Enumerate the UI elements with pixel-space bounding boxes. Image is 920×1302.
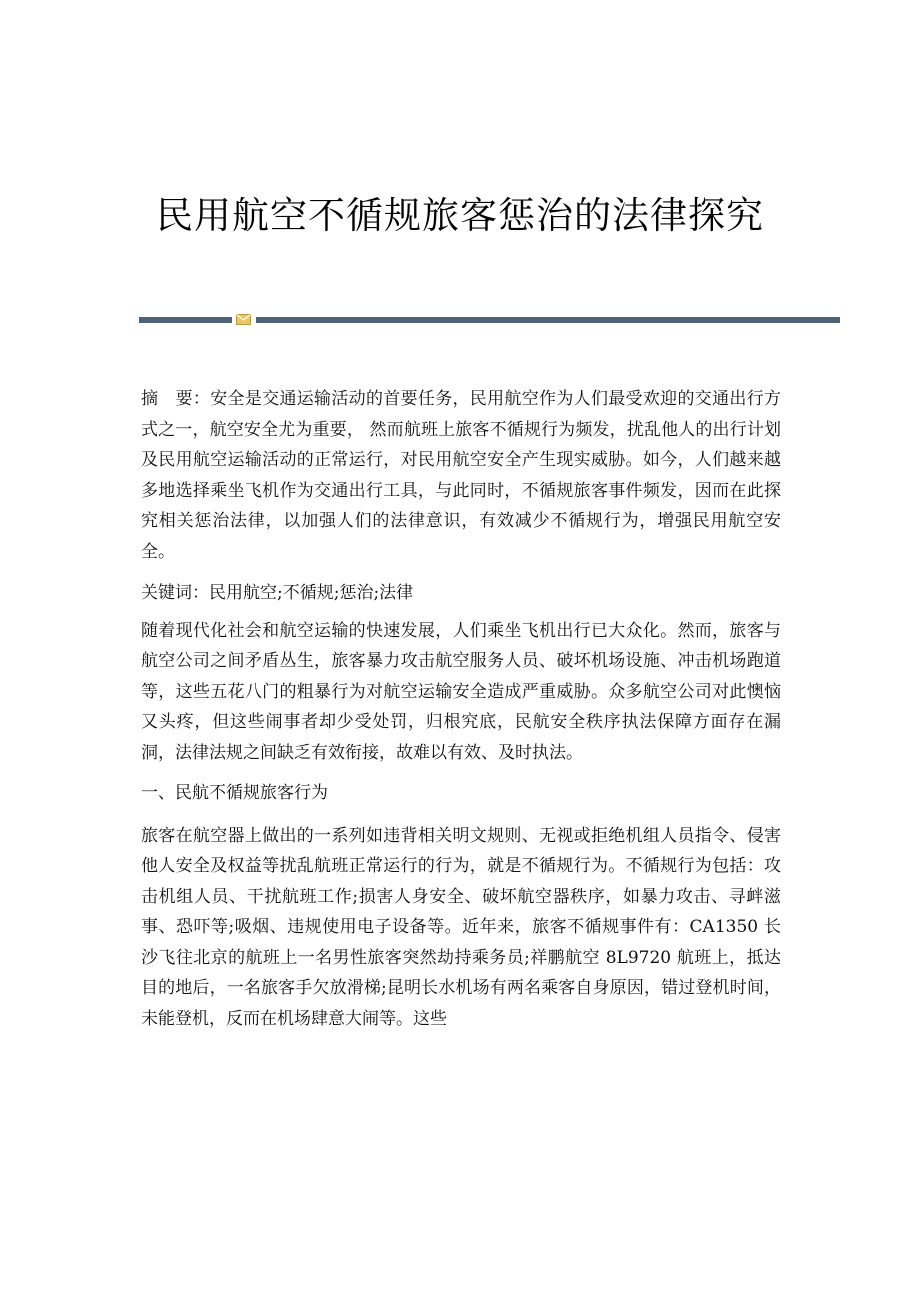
title-divider [139,314,840,326]
divider-bar-right [256,317,840,323]
intro-paragraph: 随着现代化社会和航空运输的快速发展，人们乘坐飞机出行已大众化。然而，旅客与航空公司之间矛盾丛生，旅客暴力攻击航空服务人员、破坏机场设施、冲击机场跑道等，这些五花八门的粗暴行为对航空运输安全造成严重威胁。众多航空公司对此懊恼又头疼，但这些闹事者却少受处罚，归根究底，民航安全秩序执法保障方面存在漏洞，法律法规之间缺乏有效衔接，故难以有效、及时执法。 [141,620,781,763]
abstract-paragraph: 摘 要：安全是交通运输活动的首要任务，民用航空作为人们最受欢迎的交通出行方式之一，航空安全尤为重要， 然而航班上旅客不循规行为频发，扰乱他人的出行计划及民用航空运输活动的正常运行，对民用航空安全产生现实威胁。如今，人们越来越多地选择乘坐飞机作为交通出行工具，与此同时，不循规旅客事件频发，因而在此探究相关惩治法律，以加强人们的法律意识，有效减少不循规行为，增强民用航空安全。 [141,389,781,562]
section-1-paragraph: 旅客在航空器上做出的一系列如违背相关明文规则、无视或拒绝机组人员指令、侵害他人安全及权益等扰乱航班正常运行的行为，就是不循规行为。不循规行为包括：攻击机组人员、干扰航班工作;损害人身安全、破坏航空器秩序，如暴力攻击、寻衅滋事、恐吓等;吸烟、违规使用电子设备等。近年来，旅客不循规事件有：CA1350 长沙飞往北京的航班上一名男性旅客突然劫持乘务员;祥鹏航空 8L9720 航班上，抵达目的地后，一名旅客手欠放滑梯;昆明长水机场有两名乘客自身原因，错过登机时间，未能登机，反而在机场肆意大闹等。这些 [141,825,781,1029]
document-title: 民用航空不循规旅客惩治的法律探究 [156,194,764,237]
envelope-icon [236,314,251,325]
keywords-line: 关键词：民用航空;不循规;惩治;法律 [141,583,414,603]
section-1-heading: 一、民航不循规旅客行为 [141,783,328,803]
document-body [141,384,781,1044]
divider-bar-left [139,317,232,323]
